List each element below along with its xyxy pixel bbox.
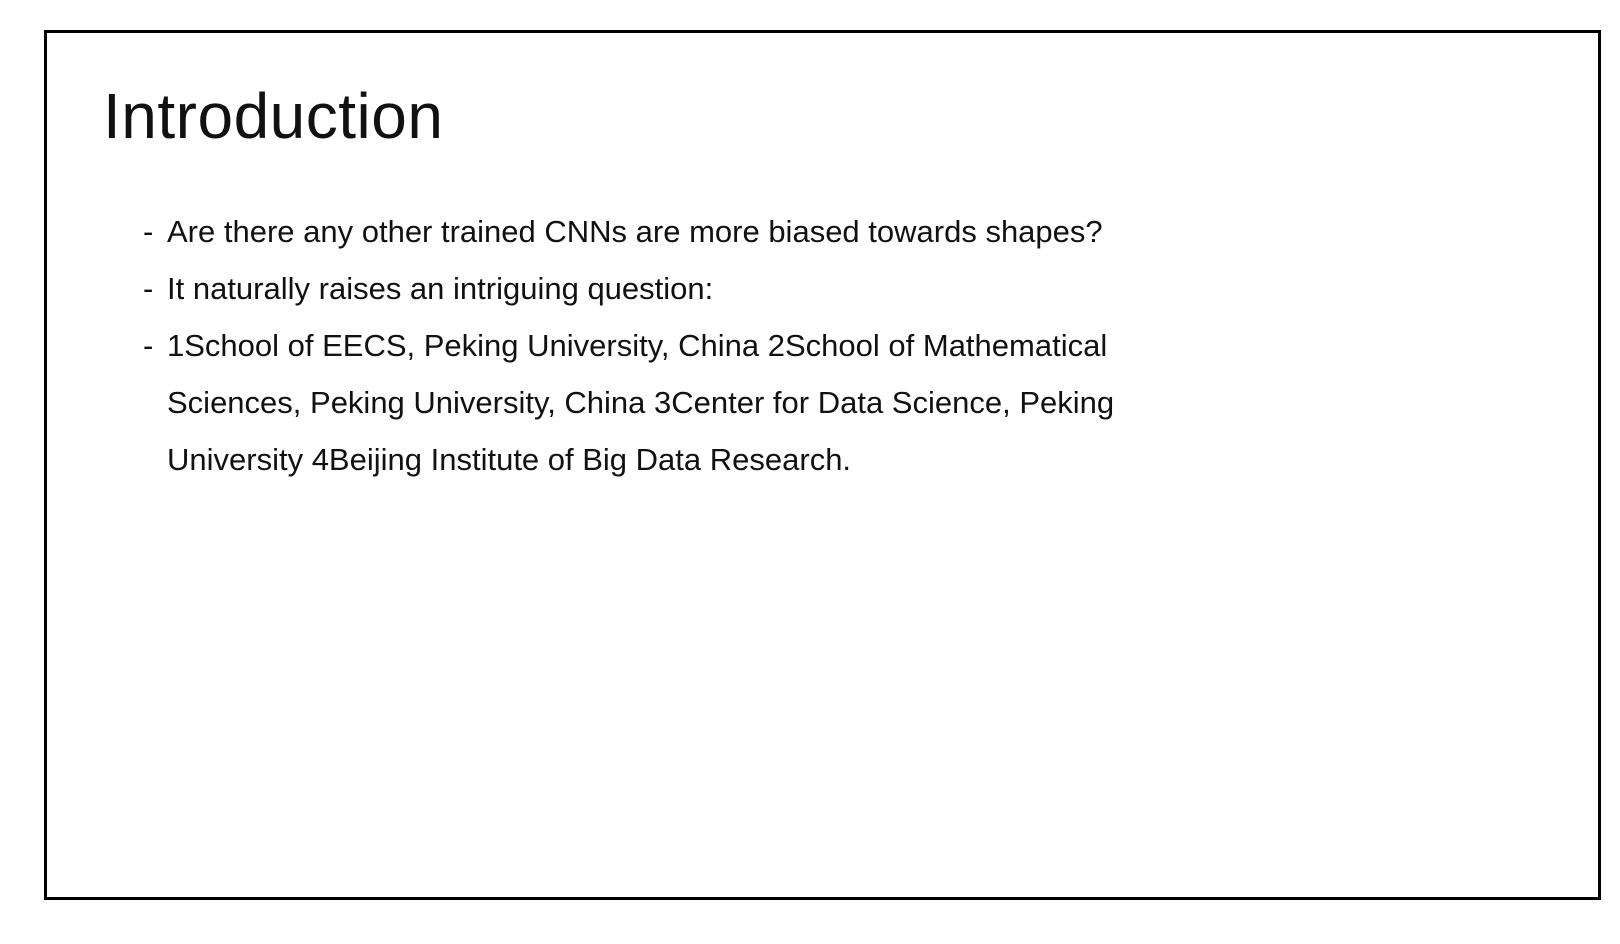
- bullet-marker: -: [143, 328, 154, 363]
- bullet-text: It naturally raises an intriguing question:: [167, 271, 714, 306]
- bullet-text: 1School of EECS, Peking University, China 2School of Mathematical Sciences, Peking University, China 3Center for Data Science, Peking University 4Beijing Institute of Big Data Research.: [167, 328, 1115, 477]
- bullet-marker: -: [143, 214, 154, 249]
- slide-frame: [44, 30, 1601, 900]
- bullet-marker: -: [143, 271, 154, 306]
- bullet-item: [143, 260, 1243, 317]
- bullet-item: [143, 317, 1243, 488]
- bullet-text: Are there any other trained CNNs are more biased towards shapes?: [167, 214, 1103, 249]
- slide-title: Introduction: [103, 80, 444, 152]
- bullet-item: [143, 203, 1243, 260]
- bullet-list: [143, 203, 1243, 488]
